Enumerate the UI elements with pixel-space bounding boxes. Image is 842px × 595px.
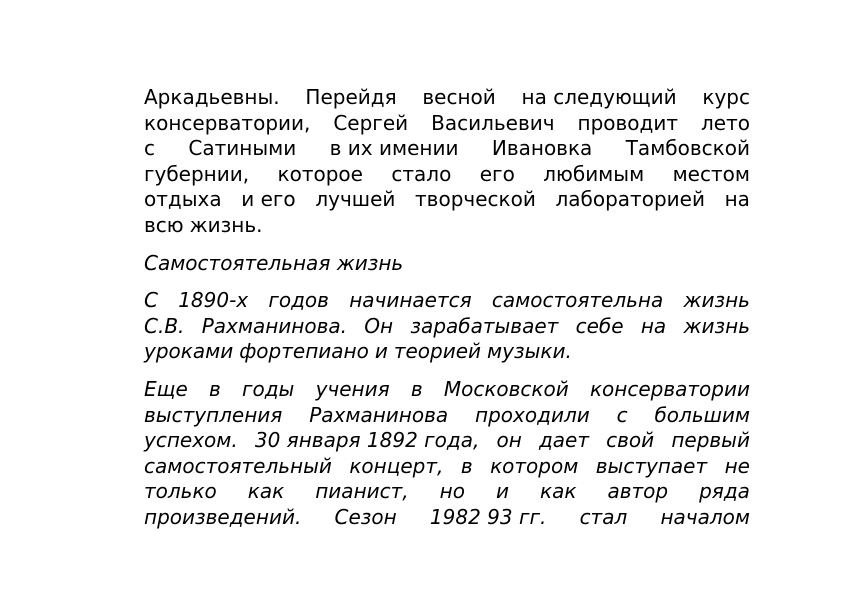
word: местом: [672, 161, 750, 186]
word: уроками: [144, 339, 234, 364]
word: автор: [607, 479, 669, 504]
word: большим: [654, 402, 750, 427]
word: любимым: [543, 161, 645, 186]
text-line: [144, 288, 750, 314]
word: проходили: [475, 402, 590, 427]
document-text-block: [144, 85, 750, 543]
word: в: [410, 376, 423, 401]
word: которое: [277, 161, 363, 186]
text-line: [144, 454, 750, 480]
text-line: [144, 377, 750, 403]
word: лучшей: [315, 187, 396, 212]
word: он: [496, 428, 522, 453]
word: Ивановка: [491, 136, 593, 161]
word: начинается: [349, 288, 472, 313]
word: самостоятельный: [144, 453, 332, 478]
word: в: [460, 453, 473, 478]
text-line: [144, 187, 750, 213]
word: дает: [538, 428, 589, 453]
paragraph-first-concert: [144, 377, 750, 531]
word: на следующий: [521, 85, 677, 109]
word: Еще: [144, 376, 188, 401]
word: годов: [268, 288, 329, 313]
word: музыки.: [487, 339, 572, 364]
section-heading-independent-life: Самостоятельная жизнь: [144, 250, 404, 275]
word: только: [144, 479, 217, 504]
word: себе: [575, 313, 624, 338]
word: свой: [606, 428, 655, 453]
paragraph-independent-life: [144, 288, 750, 365]
text-line: [144, 479, 750, 505]
word: и: [496, 479, 509, 504]
word: Сергей: [333, 110, 409, 135]
word: Сезон: [334, 504, 397, 529]
word: самостоятельна: [491, 288, 664, 313]
text-line: [144, 213, 750, 239]
text-line: [144, 339, 750, 365]
word: Васильевич: [431, 110, 555, 135]
text-line: [144, 505, 750, 531]
word: 30 января 1892 года,: [254, 428, 480, 453]
word: Тамбовской: [625, 136, 750, 161]
word: весной: [422, 85, 496, 109]
word: жизнь: [683, 288, 750, 313]
word: выступает: [595, 453, 708, 478]
word: Он: [364, 313, 394, 338]
word: жизнь: [683, 313, 750, 338]
word: ряда: [699, 479, 750, 504]
word: С.В.: [144, 313, 185, 338]
word: губернии,: [144, 161, 250, 186]
paragraph-biography-summer: [144, 85, 750, 239]
word: лабораторией: [555, 187, 705, 212]
word: стало: [391, 161, 452, 186]
text-line: [144, 428, 750, 454]
word: зарабатывает: [410, 313, 559, 338]
word: Рахманинова.: [201, 313, 347, 338]
word: на: [724, 187, 750, 212]
word: как: [540, 479, 577, 504]
word: котором: [490, 453, 579, 478]
word: не: [724, 453, 750, 478]
word: как: [247, 479, 285, 504]
word: с: [616, 402, 628, 427]
word: консерватории,: [144, 110, 311, 135]
text-line: [144, 162, 750, 188]
word: теорией: [393, 339, 482, 364]
word: годы: [241, 376, 295, 401]
word: Аркадьевны.: [144, 85, 280, 109]
word: 1982 93 гг.: [429, 504, 547, 529]
word: учения: [315, 376, 390, 401]
word: проводит: [577, 110, 679, 135]
word: и: [374, 339, 388, 364]
word: фортепиано: [239, 339, 369, 364]
word: отдыха: [144, 187, 222, 212]
word: концерт,: [349, 453, 444, 478]
word: но: [439, 479, 465, 504]
word: Московской: [443, 376, 569, 401]
word: успехом.: [144, 428, 238, 453]
word: первый: [671, 428, 750, 453]
word: на: [640, 313, 667, 338]
word: и его: [241, 187, 296, 212]
text-line: [144, 111, 750, 137]
word: лето: [701, 110, 750, 135]
word: в: [208, 376, 221, 401]
word: пианист,: [315, 479, 409, 504]
word: с: [144, 136, 155, 161]
word: 1890-х: [178, 288, 249, 313]
word: стал: [579, 504, 628, 529]
word: творческой: [415, 187, 536, 212]
word: консерватории: [589, 376, 750, 401]
word: жизнь.: [189, 212, 263, 237]
text-line: [144, 314, 750, 340]
text-line: [144, 85, 750, 111]
word: С: [144, 288, 158, 313]
word: Перейдя: [305, 85, 397, 109]
word: курс: [702, 85, 750, 109]
word: всю: [144, 212, 184, 237]
word: началом: [660, 504, 750, 529]
text-line: [144, 136, 750, 162]
word: произведений.: [144, 504, 302, 529]
text-line: [144, 403, 750, 429]
word: Рахманинова: [309, 402, 449, 427]
word: его: [479, 161, 515, 186]
word: в их имении: [329, 136, 459, 161]
word: Сатиными: [188, 136, 297, 161]
word: выступления: [144, 402, 283, 427]
